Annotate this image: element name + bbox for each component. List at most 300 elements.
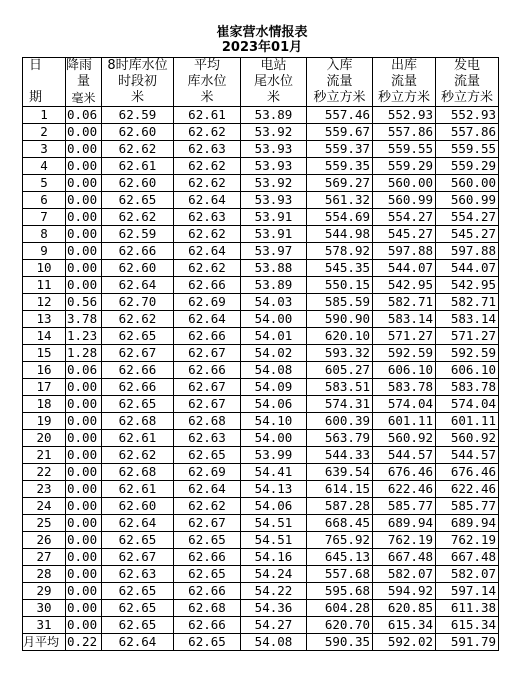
average-tail-level: 54.08 <box>241 634 307 651</box>
cell-level-8am: 62.67 <box>102 345 174 362</box>
cell-day: 7 <box>23 209 66 226</box>
cell-rainfall: 3.78 <box>66 311 102 328</box>
cell-inflow: 620.10 <box>307 328 373 345</box>
cell-rainfall: 0.06 <box>66 362 102 379</box>
cell-outflow: 574.04 <box>373 396 436 413</box>
cell-avg-level: 62.65 <box>174 532 241 549</box>
cell-inflow: 604.28 <box>307 600 373 617</box>
cell-rainfall: 0.00 <box>66 549 102 566</box>
header-power-flow: 流量 <box>436 74 499 90</box>
table-row <box>23 447 499 464</box>
cell-outflow: 557.86 <box>373 124 436 141</box>
cell-day: 31 <box>23 617 66 634</box>
table-row <box>23 617 499 634</box>
cell-power-flow: 622.46 <box>436 481 499 498</box>
header-row <box>23 74 499 90</box>
header-level-8am: 8时库水位 <box>102 58 174 75</box>
average-rainfall: 0.22 <box>66 634 102 651</box>
cell-avg-level: 62.62 <box>174 260 241 277</box>
cell-level-8am: 62.65 <box>102 192 174 209</box>
average-inflow: 590.35 <box>307 634 373 651</box>
cell-outflow: 552.93 <box>373 107 436 124</box>
cell-level-8am: 62.65 <box>102 328 174 345</box>
table-row <box>23 430 499 447</box>
cell-day: 22 <box>23 464 66 481</box>
cell-level-8am: 62.66 <box>102 379 174 396</box>
cell-inflow: 544.98 <box>307 226 373 243</box>
cell-level-8am: 62.60 <box>102 260 174 277</box>
cell-inflow: 639.54 <box>307 464 373 481</box>
cell-rainfall: 0.00 <box>66 209 102 226</box>
cell-level-8am: 62.60 <box>102 175 174 192</box>
cell-tail-level: 53.91 <box>241 209 307 226</box>
cell-power-flow: 560.92 <box>436 430 499 447</box>
header-avg-level: 平均 <box>174 58 241 75</box>
cell-day: 29 <box>23 583 66 600</box>
cell-outflow: 606.10 <box>373 362 436 379</box>
cell-tail-level: 54.22 <box>241 583 307 600</box>
cell-level-8am: 62.65 <box>102 583 174 600</box>
cell-avg-level: 62.68 <box>174 413 241 430</box>
average-label: 月平均 <box>23 634 66 651</box>
cell-rainfall: 0.00 <box>66 481 102 498</box>
table-row <box>23 362 499 379</box>
cell-inflow: 614.15 <box>307 481 373 498</box>
cell-outflow: 560.92 <box>373 430 436 447</box>
cell-day: 15 <box>23 345 66 362</box>
cell-avg-level: 62.66 <box>174 328 241 345</box>
cell-power-flow: 582.71 <box>436 294 499 311</box>
cell-level-8am: 62.70 <box>102 294 174 311</box>
cell-level-8am: 62.65 <box>102 617 174 634</box>
average-level-8am: 62.64 <box>102 634 174 651</box>
cell-outflow: 762.19 <box>373 532 436 549</box>
average-avg-level: 62.65 <box>174 634 241 651</box>
cell-rainfall: 0.00 <box>66 396 102 413</box>
cell-level-8am: 62.67 <box>102 549 174 566</box>
cell-inflow: 605.27 <box>307 362 373 379</box>
cell-tail-level: 54.02 <box>241 345 307 362</box>
header-row <box>23 58 499 75</box>
header-power-flow: 发电 <box>436 58 499 75</box>
cell-power-flow: 559.29 <box>436 158 499 175</box>
cell-tail-level: 53.99 <box>241 447 307 464</box>
cell-tail-level: 54.16 <box>241 549 307 566</box>
cell-power-flow: 601.11 <box>436 413 499 430</box>
cell-level-8am: 62.61 <box>102 158 174 175</box>
cell-day: 4 <box>23 158 66 175</box>
report-title: 崔家营水情报表 <box>216 25 308 40</box>
table-row <box>23 498 499 515</box>
cell-level-8am: 62.61 <box>102 430 174 447</box>
cell-rainfall: 0.00 <box>66 379 102 396</box>
cell-day: 12 <box>23 294 66 311</box>
cell-level-8am: 62.63 <box>102 566 174 583</box>
table-row <box>23 549 499 566</box>
table-row <box>23 566 499 583</box>
cell-level-8am: 62.61 <box>102 481 174 498</box>
cell-inflow: 668.45 <box>307 515 373 532</box>
cell-power-flow: 597.88 <box>436 243 499 260</box>
cell-tail-level: 54.10 <box>241 413 307 430</box>
cell-day: 11 <box>23 277 66 294</box>
table-row <box>23 464 499 481</box>
header-rainfall: 降雨 <box>66 58 102 75</box>
cell-outflow: 582.71 <box>373 294 436 311</box>
cell-rainfall: 0.00 <box>66 583 102 600</box>
header-outflow: 流量 <box>373 74 436 90</box>
cell-avg-level: 62.69 <box>174 294 241 311</box>
header-tail-level: 尾水位 <box>241 74 307 90</box>
average-power-flow: 591.79 <box>436 634 499 651</box>
cell-tail-level: 53.92 <box>241 175 307 192</box>
cell-day: 30 <box>23 600 66 617</box>
header-avg-level: 库水位 <box>174 74 241 90</box>
cell-level-8am: 62.68 <box>102 413 174 430</box>
cell-day: 13 <box>23 311 66 328</box>
cell-level-8am: 62.65 <box>102 396 174 413</box>
cell-inflow: 559.37 <box>307 141 373 158</box>
cell-power-flow: 559.55 <box>436 141 499 158</box>
cell-inflow: 593.32 <box>307 345 373 362</box>
cell-level-8am: 62.68 <box>102 464 174 481</box>
cell-avg-level: 62.63 <box>174 430 241 447</box>
header-level-8am: 米 <box>102 90 174 107</box>
cell-inflow: 590.90 <box>307 311 373 328</box>
cell-tail-level: 53.93 <box>241 158 307 175</box>
water-report-table <box>22 57 499 651</box>
cell-avg-level: 62.67 <box>174 396 241 413</box>
cell-tail-level: 53.92 <box>241 124 307 141</box>
cell-outflow: 559.29 <box>373 158 436 175</box>
header-inflow: 入库 <box>307 58 373 75</box>
table-row <box>23 209 499 226</box>
cell-tail-level: 54.00 <box>241 430 307 447</box>
header-day <box>23 74 66 90</box>
average-row <box>23 634 499 651</box>
cell-outflow: 583.78 <box>373 379 436 396</box>
cell-inflow: 557.46 <box>307 107 373 124</box>
cell-inflow: 765.92 <box>307 532 373 549</box>
cell-outflow: 667.48 <box>373 549 436 566</box>
cell-power-flow: 592.59 <box>436 345 499 362</box>
cell-power-flow: 544.57 <box>436 447 499 464</box>
cell-level-8am: 62.62 <box>102 209 174 226</box>
cell-level-8am: 62.62 <box>102 447 174 464</box>
cell-rainfall: 0.00 <box>66 447 102 464</box>
cell-tail-level: 54.00 <box>241 311 307 328</box>
cell-rainfall: 0.00 <box>66 430 102 447</box>
cell-inflow: 578.92 <box>307 243 373 260</box>
cell-power-flow: 597.14 <box>436 583 499 600</box>
cell-level-8am: 62.62 <box>102 141 174 158</box>
cell-outflow: 622.46 <box>373 481 436 498</box>
table-row <box>23 413 499 430</box>
header-rainfall: 毫米 <box>66 90 102 107</box>
cell-avg-level: 62.69 <box>174 464 241 481</box>
cell-tail-level: 53.89 <box>241 277 307 294</box>
cell-tail-level: 53.93 <box>241 141 307 158</box>
cell-tail-level: 54.41 <box>241 464 307 481</box>
cell-tail-level: 54.27 <box>241 617 307 634</box>
cell-inflow: 569.27 <box>307 175 373 192</box>
table-row <box>23 311 499 328</box>
cell-day: 6 <box>23 192 66 209</box>
header-inflow: 秒立方米 <box>307 90 373 107</box>
cell-rainfall: 0.00 <box>66 600 102 617</box>
cell-power-flow: 676.46 <box>436 464 499 481</box>
cell-inflow: 563.79 <box>307 430 373 447</box>
cell-day: 25 <box>23 515 66 532</box>
cell-inflow: 600.39 <box>307 413 373 430</box>
cell-outflow: 560.99 <box>373 192 436 209</box>
cell-day: 16 <box>23 362 66 379</box>
cell-power-flow: 689.94 <box>436 515 499 532</box>
cell-level-8am: 62.66 <box>102 243 174 260</box>
cell-tail-level: 54.13 <box>241 481 307 498</box>
table-row <box>23 515 499 532</box>
cell-day: 24 <box>23 498 66 515</box>
cell-day: 28 <box>23 566 66 583</box>
cell-rainfall: 0.00 <box>66 192 102 209</box>
header-row <box>23 90 499 107</box>
cell-day: 1 <box>23 107 66 124</box>
cell-rainfall: 1.28 <box>66 345 102 362</box>
cell-avg-level: 62.66 <box>174 617 241 634</box>
cell-day: 19 <box>23 413 66 430</box>
table-row <box>23 379 499 396</box>
cell-avg-level: 62.66 <box>174 583 241 600</box>
cell-rainfall: 0.56 <box>66 294 102 311</box>
cell-day: 10 <box>23 260 66 277</box>
cell-outflow: 676.46 <box>373 464 436 481</box>
cell-avg-level: 62.62 <box>174 158 241 175</box>
cell-day: 17 <box>23 379 66 396</box>
cell-power-flow: 606.10 <box>436 362 499 379</box>
cell-inflow: 559.35 <box>307 158 373 175</box>
cell-rainfall: 0.00 <box>66 532 102 549</box>
table-row <box>23 226 499 243</box>
cell-day: 14 <box>23 328 66 345</box>
cell-outflow: 585.77 <box>373 498 436 515</box>
cell-outflow: 554.27 <box>373 209 436 226</box>
cell-inflow: 585.59 <box>307 294 373 311</box>
cell-level-8am: 62.64 <box>102 277 174 294</box>
cell-avg-level: 62.63 <box>174 141 241 158</box>
cell-avg-level: 62.62 <box>174 175 241 192</box>
cell-day: 27 <box>23 549 66 566</box>
cell-inflow: 595.68 <box>307 583 373 600</box>
cell-avg-level: 62.66 <box>174 362 241 379</box>
cell-outflow: 620.85 <box>373 600 436 617</box>
header-tail-level: 米 <box>241 90 307 107</box>
cell-inflow: 645.13 <box>307 549 373 566</box>
cell-power-flow: 545.27 <box>436 226 499 243</box>
cell-outflow: 594.92 <box>373 583 436 600</box>
cell-level-8am: 62.65 <box>102 532 174 549</box>
cell-avg-level: 62.67 <box>174 379 241 396</box>
cell-tail-level: 54.08 <box>241 362 307 379</box>
table-row <box>23 345 499 362</box>
cell-rainfall: 0.00 <box>66 566 102 583</box>
table-row <box>23 583 499 600</box>
cell-inflow: 545.35 <box>307 260 373 277</box>
cell-day: 20 <box>23 430 66 447</box>
cell-inflow: 544.33 <box>307 447 373 464</box>
header-level-8am: 时段初 <box>102 74 174 90</box>
table-row <box>23 328 499 345</box>
cell-power-flow: 552.93 <box>436 107 499 124</box>
cell-outflow: 571.27 <box>373 328 436 345</box>
cell-level-8am: 62.62 <box>102 311 174 328</box>
cell-outflow: 545.27 <box>373 226 436 243</box>
cell-outflow: 615.34 <box>373 617 436 634</box>
cell-rainfall: 0.00 <box>66 175 102 192</box>
cell-avg-level: 62.66 <box>174 277 241 294</box>
cell-rainfall: 0.00 <box>66 141 102 158</box>
cell-power-flow: 574.04 <box>436 396 499 413</box>
cell-outflow: 592.59 <box>373 345 436 362</box>
cell-rainfall: 1.23 <box>66 328 102 345</box>
header-power-flow: 秒立方米 <box>436 90 499 107</box>
cell-day: 5 <box>23 175 66 192</box>
table-body <box>23 58 499 651</box>
cell-rainfall: 0.00 <box>66 124 102 141</box>
cell-outflow: 560.00 <box>373 175 436 192</box>
cell-inflow: 557.68 <box>307 566 373 583</box>
cell-avg-level: 62.65 <box>174 566 241 583</box>
cell-day: 3 <box>23 141 66 158</box>
cell-level-8am: 62.66 <box>102 362 174 379</box>
cell-inflow: 583.51 <box>307 379 373 396</box>
header-tail-level: 电站 <box>241 58 307 75</box>
cell-tail-level: 54.51 <box>241 532 307 549</box>
cell-tail-level: 54.09 <box>241 379 307 396</box>
cell-level-8am: 62.60 <box>102 498 174 515</box>
table-row <box>23 260 499 277</box>
cell-avg-level: 62.63 <box>174 209 241 226</box>
cell-power-flow: 583.78 <box>436 379 499 396</box>
cell-inflow: 554.69 <box>307 209 373 226</box>
cell-rainfall: 0.00 <box>66 413 102 430</box>
cell-level-8am: 62.64 <box>102 515 174 532</box>
table-row <box>23 107 499 124</box>
header-rainfall: 量 <box>66 74 102 90</box>
cell-day: 21 <box>23 447 66 464</box>
report-period: 2023年01月 <box>221 40 303 55</box>
cell-avg-level: 62.65 <box>174 447 241 464</box>
cell-avg-level: 62.64 <box>174 311 241 328</box>
cell-tail-level: 54.06 <box>241 396 307 413</box>
table-row <box>23 158 499 175</box>
cell-tail-level: 54.06 <box>241 498 307 515</box>
table-row <box>23 396 499 413</box>
cell-rainfall: 0.00 <box>66 243 102 260</box>
cell-day: 8 <box>23 226 66 243</box>
cell-tail-level: 54.03 <box>241 294 307 311</box>
cell-level-8am: 62.60 <box>102 124 174 141</box>
cell-avg-level: 62.67 <box>174 345 241 362</box>
cell-outflow: 544.07 <box>373 260 436 277</box>
cell-avg-level: 62.64 <box>174 481 241 498</box>
cell-tail-level: 53.97 <box>241 243 307 260</box>
cell-rainfall: 0.00 <box>66 498 102 515</box>
cell-power-flow: 571.27 <box>436 328 499 345</box>
cell-power-flow: 615.34 <box>436 617 499 634</box>
cell-inflow: 559.67 <box>307 124 373 141</box>
cell-rainfall: 0.00 <box>66 158 102 175</box>
cell-level-8am: 62.59 <box>102 226 174 243</box>
cell-tail-level: 53.88 <box>241 260 307 277</box>
cell-day: 18 <box>23 396 66 413</box>
cell-inflow: 574.31 <box>307 396 373 413</box>
cell-power-flow: 667.48 <box>436 549 499 566</box>
table-row <box>23 243 499 260</box>
cell-day: 2 <box>23 124 66 141</box>
cell-outflow: 542.95 <box>373 277 436 294</box>
cell-avg-level: 62.64 <box>174 243 241 260</box>
cell-tail-level: 54.24 <box>241 566 307 583</box>
cell-rainfall: 0.00 <box>66 464 102 481</box>
table-row <box>23 532 499 549</box>
cell-outflow: 544.57 <box>373 447 436 464</box>
cell-day: 9 <box>23 243 66 260</box>
cell-inflow: 620.70 <box>307 617 373 634</box>
cell-avg-level: 62.62 <box>174 498 241 515</box>
header-avg-level: 米 <box>174 90 241 107</box>
cell-level-8am: 62.59 <box>102 107 174 124</box>
cell-rainfall: 0.06 <box>66 107 102 124</box>
cell-tail-level: 54.01 <box>241 328 307 345</box>
table-row <box>23 294 499 311</box>
header-day: 日 <box>23 58 66 75</box>
cell-day: 23 <box>23 481 66 498</box>
table-row <box>23 277 499 294</box>
cell-tail-level: 53.89 <box>241 107 307 124</box>
table-row <box>23 192 499 209</box>
cell-outflow: 601.11 <box>373 413 436 430</box>
cell-power-flow: 611.38 <box>436 600 499 617</box>
cell-outflow: 689.94 <box>373 515 436 532</box>
cell-avg-level: 62.66 <box>174 549 241 566</box>
table-row <box>23 600 499 617</box>
cell-power-flow: 582.07 <box>436 566 499 583</box>
cell-power-flow: 544.07 <box>436 260 499 277</box>
cell-rainfall: 0.00 <box>66 515 102 532</box>
cell-rainfall: 0.00 <box>66 226 102 243</box>
cell-power-flow: 554.27 <box>436 209 499 226</box>
cell-outflow: 559.55 <box>373 141 436 158</box>
cell-level-8am: 62.65 <box>102 600 174 617</box>
table-row <box>23 141 499 158</box>
cell-outflow: 583.14 <box>373 311 436 328</box>
header-day: 期 <box>23 90 66 107</box>
cell-inflow: 550.15 <box>307 277 373 294</box>
cell-tail-level: 53.91 <box>241 226 307 243</box>
cell-avg-level: 62.61 <box>174 107 241 124</box>
cell-tail-level: 54.51 <box>241 515 307 532</box>
cell-rainfall: 0.00 <box>66 260 102 277</box>
cell-avg-level: 62.62 <box>174 226 241 243</box>
cell-power-flow: 585.77 <box>436 498 499 515</box>
cell-avg-level: 62.64 <box>174 192 241 209</box>
cell-avg-level: 62.62 <box>174 124 241 141</box>
cell-power-flow: 762.19 <box>436 532 499 549</box>
cell-power-flow: 560.99 <box>436 192 499 209</box>
cell-day: 26 <box>23 532 66 549</box>
cell-tail-level: 54.36 <box>241 600 307 617</box>
header-outflow: 出库 <box>373 58 436 75</box>
